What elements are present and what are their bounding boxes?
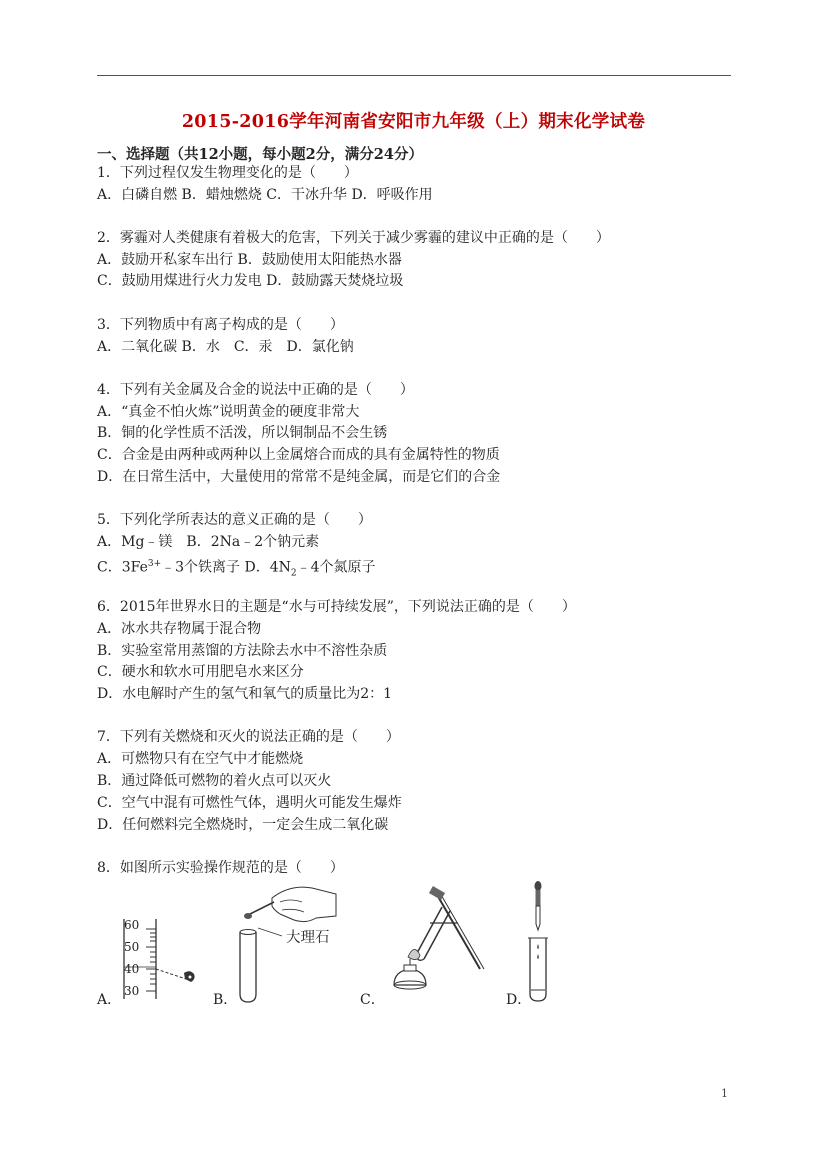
q2-options-ab: A．鼓励开私家车出行 B．鼓励使用太阳能热水器 [97, 252, 402, 268]
section-heading: 一、选择题（共12小题，每小题2分，满分24分） [97, 146, 423, 163]
marble-label: 大理石 [286, 930, 330, 946]
q5-options-cd [97, 555, 376, 582]
figure-a-label: A． [97, 992, 122, 1008]
q6-option-c: C．硬水和软水可用肥皂水来区分 [97, 664, 304, 680]
question-5: 5．下列化学所表达的意义正确的是（ ） [97, 512, 372, 528]
q7-option-b: B．通过降低可燃物的着火点可以灭火 [97, 773, 332, 789]
q5-options-ab: A．Mg﹣镁 B．2Na﹣2个钠元素 [97, 534, 320, 550]
q5-d-subscript: 2 [290, 568, 297, 579]
tick-30: 30 [124, 984, 140, 998]
q1-options: A．白磷自燃 B．蜡烛燃烧 C．干冰升华 D．呼吸作用 [97, 187, 433, 203]
q3-options: A．二氧化碳 B．水 C．汞 D．氯化钠 [97, 339, 354, 355]
q4-option-c: C．合金是由两种或两种以上金属熔合而成的具有金属特性的物质 [97, 447, 500, 463]
question-6: 6．2015年世界水日的主题是“水与可持续发展”，下列说法正确的是（ ） [97, 599, 576, 615]
q6-option-a: A．冰水共存物属于混合物 [97, 621, 262, 637]
figure-d-label: D． [506, 992, 532, 1008]
q4-option-a: A．“真金不怕火炼”说明黄金的硬度非常大 [97, 404, 360, 420]
exam-title: 2015-2016学年河南省安阳市九年级（上）期末化学试卷 [181, 112, 646, 132]
q4-option-b: B．铜的化学性质不活泼，所以铜制品不会生锈 [97, 425, 388, 441]
figure-c-label: C． [360, 992, 385, 1008]
question-1: 1．下列过程仅发生物理变化的是（ ） [97, 165, 358, 181]
q4-option-d: D．在日常生活中，大量使用的常常不是纯金属，而是它们的合金 [97, 469, 501, 485]
question-3: 3．下列物质中有离子构成的是（ ） [97, 317, 344, 333]
tick-40: 40 [124, 962, 140, 976]
q7-option-c: C．空气中混有可燃性气体，遇明火可能发生爆炸 [97, 795, 402, 811]
question-8: 8．如图所示实验操作规范的是（ ） [97, 860, 344, 876]
q6-option-b: B．实验室常用蒸馏的方法除去水中不溶性杂质 [97, 643, 388, 659]
question-2: 2．雾霾对人类健康有着极大的危害，下列关于减少雾霾的建议中正确的是（ ） [97, 230, 610, 246]
q7-option-a: A．可燃物只有在空气中才能燃烧 [97, 751, 304, 767]
header-rule [97, 75, 731, 76]
q5-d-suffix: ﹣4个氮原子 [296, 559, 376, 576]
figure-b-label: B． [213, 992, 238, 1008]
question-7: 7．下列有关燃烧和灭火的说法正确的是（ ） [97, 729, 400, 745]
page-number: 1 [721, 1087, 728, 1100]
tick-60: 60 [124, 918, 140, 932]
q5-c-prefix: C．3Fe [97, 559, 148, 576]
figure-c-heating-test-tube [380, 885, 490, 1005]
q6-option-d: D．水电解时产生的氢气和氧气的质量比为2：1 [97, 686, 393, 702]
q5-c-superscript: 3+ [147, 559, 162, 569]
q5-c-middle: ﹣3个铁离子 D．4N [161, 559, 291, 576]
figure-d-dropper-test-tube [518, 880, 568, 1005]
q7-option-d: D．任何燃料完全燃烧时，一定会生成二氧化碳 [97, 817, 389, 833]
question-4: 4．下列有关金属及合金的说法中正确的是（ ） [97, 382, 414, 398]
tick-50: 50 [124, 940, 140, 954]
q2-options-cd: C．鼓励用煤进行火力发电 D．鼓励露天焚烧垃圾 [97, 273, 404, 289]
